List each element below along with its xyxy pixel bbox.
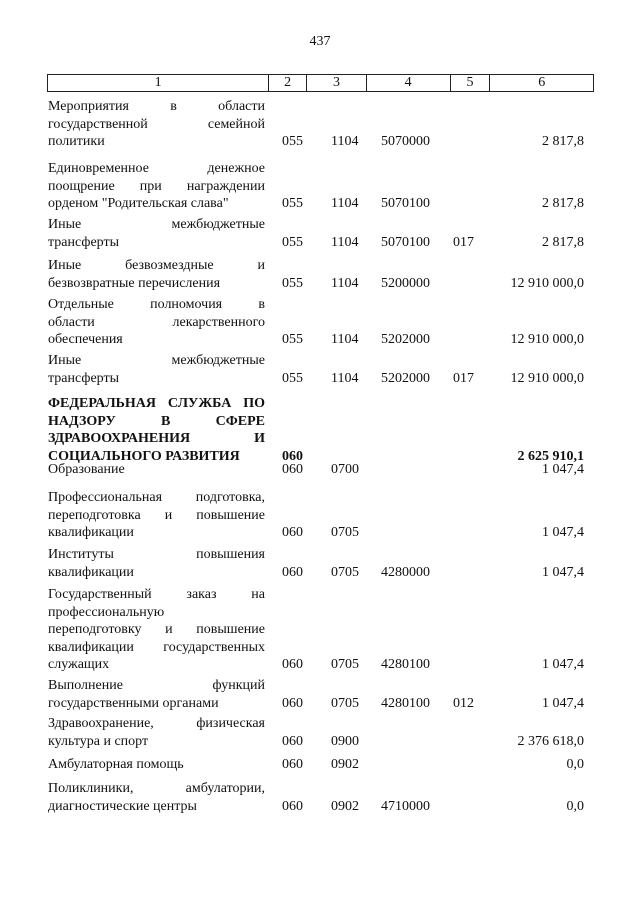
row-amount: 1 047,4 bbox=[542, 462, 584, 477]
row-name-line: Единовременное денежное bbox=[48, 161, 265, 176]
row-name-line: Государственный заказ на bbox=[48, 587, 265, 602]
row-amount: 2 817,8 bbox=[542, 134, 584, 149]
header-col-1: 1 bbox=[48, 75, 269, 91]
row-code-admin: 060 bbox=[282, 657, 303, 672]
row-code-admin: 055 bbox=[282, 370, 303, 386]
table-row bbox=[0, 98, 640, 151]
row-code-section: 0900 bbox=[331, 733, 359, 749]
row-name-line: трансферты bbox=[48, 370, 120, 386]
row-name-line: Институты повышения bbox=[48, 547, 265, 562]
row-code-admin: 060 bbox=[282, 695, 303, 711]
row-name bbox=[48, 160, 265, 213]
row-code-section: 0700 bbox=[331, 462, 359, 477]
row-amount: 1 047,4 bbox=[542, 564, 584, 580]
row-name bbox=[48, 352, 265, 387]
header-col-5: 5 bbox=[451, 75, 491, 91]
row-name bbox=[48, 257, 265, 292]
row-name-line: государственной семейной bbox=[48, 116, 265, 132]
row-code-admin: 060 bbox=[282, 448, 303, 464]
table-row bbox=[0, 352, 640, 387]
table-row bbox=[0, 395, 640, 465]
row-name bbox=[48, 677, 265, 712]
row-name-line: Амбулаторная помощь bbox=[48, 757, 184, 772]
row-amount: 2 625 910,1 bbox=[517, 448, 584, 464]
row-name-line: культура и спорт bbox=[48, 733, 149, 749]
row-name-line: государственными органами bbox=[48, 695, 219, 711]
row-name-line: трансферты bbox=[48, 234, 120, 250]
row-name bbox=[48, 780, 265, 815]
row-name-line: орденом "Родительская слава" bbox=[48, 196, 229, 211]
row-name-line: ЗДРАВООХРАНЕНИЯ И bbox=[48, 431, 265, 446]
row-amount: 2 817,8 bbox=[542, 234, 584, 250]
header-col-2: 2 bbox=[269, 75, 307, 91]
row-name bbox=[48, 395, 265, 465]
row-code-section: 1104 bbox=[331, 370, 359, 386]
row-name bbox=[48, 98, 265, 151]
table-row bbox=[0, 715, 640, 750]
row-name-line: безвозвратные перечисления bbox=[48, 275, 221, 291]
row-name-line: Здравоохранение, физическая bbox=[48, 716, 265, 731]
row-amount: 0,0 bbox=[566, 757, 584, 772]
row-name-line: Отдельные полномочия в bbox=[48, 297, 265, 312]
row-name bbox=[48, 296, 265, 349]
row-code-target: 5202000 bbox=[381, 370, 430, 386]
row-code-admin: 060 bbox=[282, 462, 303, 477]
row-code-target: 4280100 bbox=[381, 657, 430, 672]
row-name-line: НАДЗОРУ В СФЕРЕ bbox=[48, 413, 265, 429]
row-code-section: 0705 bbox=[331, 564, 359, 580]
row-amount: 12 910 000,0 bbox=[510, 370, 584, 386]
row-name-line: поощрение при награждении bbox=[48, 178, 265, 194]
header-col-4: 4 bbox=[367, 75, 451, 91]
row-name-line: Поликлиники, амбулатории, bbox=[48, 781, 265, 796]
row-code-target: 5200000 bbox=[381, 275, 430, 291]
table-row bbox=[0, 756, 640, 774]
row-name-line: Профессиональная подготовка, bbox=[48, 490, 265, 505]
row-name-line: профессиональную bbox=[48, 604, 165, 620]
table-row bbox=[0, 546, 640, 581]
row-code-admin: 055 bbox=[282, 134, 303, 149]
table-row bbox=[0, 160, 640, 213]
row-name-line: политики bbox=[48, 134, 105, 149]
row-name-line: Иные безвозмездные и bbox=[48, 258, 265, 273]
row-code-type: 012 bbox=[453, 695, 474, 711]
row-code-section: 0705 bbox=[331, 657, 359, 672]
row-code-section: 1104 bbox=[331, 134, 359, 149]
row-code-target: 5070100 bbox=[381, 234, 430, 250]
row-name-line: Выполнение функций bbox=[48, 678, 265, 693]
row-amount: 1 047,4 bbox=[542, 695, 584, 711]
row-code-admin: 060 bbox=[282, 525, 303, 540]
row-amount: 1 047,4 bbox=[542, 657, 584, 672]
row-name-line: переподготовка и повышение bbox=[48, 507, 265, 523]
row-amount: 2 817,8 bbox=[542, 196, 584, 211]
row-name bbox=[48, 715, 265, 750]
row-code-admin: 055 bbox=[282, 275, 303, 291]
table-row bbox=[0, 461, 640, 479]
header-col-6: 6 bbox=[538, 75, 546, 90]
row-code-admin: 060 bbox=[282, 564, 303, 580]
row-code-admin: 060 bbox=[282, 798, 303, 814]
row-amount: 1 047,4 bbox=[542, 525, 584, 540]
row-code-target: 4710000 bbox=[381, 798, 430, 814]
row-code-admin: 055 bbox=[282, 196, 303, 211]
row-name bbox=[48, 586, 265, 674]
row-code-type: 017 bbox=[453, 234, 474, 250]
row-name bbox=[48, 461, 265, 479]
row-name bbox=[48, 216, 265, 251]
row-name-line: Мероприятия в области bbox=[48, 99, 265, 114]
row-name-line: Иные межбюджетные bbox=[48, 217, 265, 232]
row-code-admin: 055 bbox=[282, 332, 303, 347]
table-row bbox=[0, 257, 640, 292]
table-row bbox=[0, 780, 640, 815]
row-name bbox=[48, 489, 265, 542]
row-code-section: 1104 bbox=[331, 196, 359, 211]
table-row bbox=[0, 216, 640, 251]
row-amount: 12 910 000,0 bbox=[510, 332, 584, 347]
row-code-section: 0705 bbox=[331, 525, 359, 540]
row-code-section: 1104 bbox=[331, 332, 359, 347]
row-code-target: 5202000 bbox=[381, 332, 430, 347]
row-name-line: Иные межбюджетные bbox=[48, 353, 265, 368]
row-code-target: 4280100 bbox=[381, 695, 430, 711]
table-row bbox=[0, 489, 640, 542]
row-code-target: 5070000 bbox=[381, 134, 430, 149]
page-number: 437 bbox=[309, 34, 331, 49]
row-code-target: 5070100 bbox=[381, 196, 430, 211]
row-code-admin: 060 bbox=[282, 733, 303, 749]
row-name-line: ФЕДЕРАЛЬНАЯ СЛУЖБА ПО bbox=[48, 396, 265, 411]
row-name bbox=[48, 546, 265, 581]
row-code-section: 0902 bbox=[331, 757, 359, 772]
table-row bbox=[0, 296, 640, 349]
row-name-line: квалификации государственных bbox=[48, 639, 265, 655]
header-col-3: 3 bbox=[307, 75, 367, 91]
row-name-line: обеспечения bbox=[48, 332, 123, 347]
row-amount: 12 910 000,0 bbox=[510, 275, 584, 291]
row-name-line: области лекарственного bbox=[48, 314, 265, 330]
row-name-line: переподготовку и повышение bbox=[48, 622, 265, 637]
row-code-admin: 060 bbox=[282, 757, 303, 772]
row-name-line: диагностические центры bbox=[48, 798, 197, 814]
row-code-target: 4280000 bbox=[381, 564, 430, 580]
row-code-type: 017 bbox=[453, 370, 474, 386]
row-amount: 2 376 618,0 bbox=[517, 733, 584, 749]
row-name-line: квалификации bbox=[48, 525, 134, 540]
row-code-section: 1104 bbox=[331, 275, 359, 291]
row-name-line: Образование bbox=[48, 462, 125, 477]
table-row bbox=[0, 586, 640, 674]
row-name-line: служащих bbox=[48, 657, 110, 672]
table-row bbox=[0, 677, 640, 712]
row-code-section: 0705 bbox=[331, 695, 359, 711]
row-code-section: 0902 bbox=[331, 798, 359, 814]
row-code-admin: 055 bbox=[282, 234, 303, 250]
row-name-line: квалификации bbox=[48, 564, 134, 580]
row-amount: 0,0 bbox=[566, 798, 584, 814]
row-name-line: СОЦИАЛЬНОГО РАЗВИТИЯ bbox=[48, 448, 240, 464]
row-code-section: 1104 bbox=[331, 234, 359, 250]
row-name bbox=[48, 756, 265, 774]
